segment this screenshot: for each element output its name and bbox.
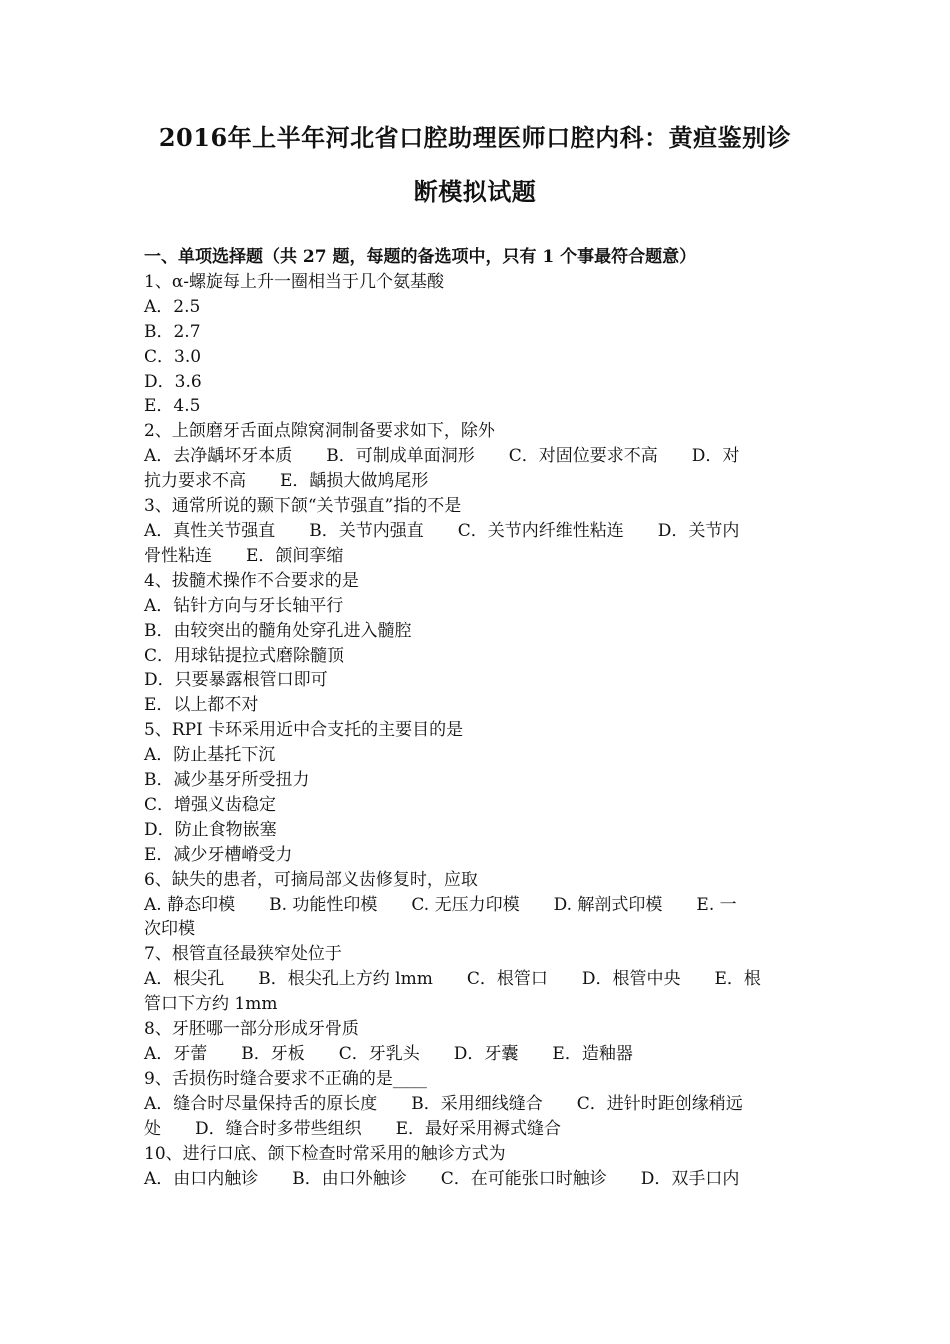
answer-option: C．用球钻提拉式磨除髓顶 [144,645,345,666]
answer-options-line: 处 D．缝合时多带些组织 E．最好采用褥式缝合 [144,1118,562,1139]
question-stem: 9、舌损伤时缝合要求不正确的是____ [144,1068,427,1089]
document-title-line-1: 2016年上半年河北省口腔助理医师口腔内科：黄疸鉴别诊 [158,123,792,152]
question-stem: 8、牙胚哪一部分形成牙骨质 [144,1019,359,1040]
answer-option: D．只要暴露根管口即可 [144,670,328,691]
answer-option: B．2.7 [144,321,201,342]
question-stem: 10、进行口底、颌下检查时常采用的触诊方式为 [144,1143,506,1164]
answer-option: E．4.5 [144,396,201,417]
answer-option: C．3.0 [144,346,202,367]
question-2 [144,419,806,494]
answer-options-line: A．由口内触诊 B．由口外触诊 C．在可能张口时触诊 D．双手口内 [144,1168,740,1189]
answer-options-line: 骨性粘连 E．颌间挛缩 [144,545,344,566]
answer-option: B．减少基牙所受扭力 [144,770,310,791]
question-stem: 7、根管直径最狭窄处位于 [144,944,342,965]
answer-option: E．减少牙槽嵴受力 [144,844,293,865]
answer-option: B．由较突出的髓角处穿孔进入髓腔 [144,620,412,641]
question-stem: 4、拔髓术操作不合要求的是 [144,570,359,591]
answer-options-line: A. 静态印模 B. 功能性印模 C. 无压力印模 D. 解剖式印模 E. 一 [144,894,737,915]
answer-option: A．钻针方向与牙长轴平行 [144,595,344,616]
answer-option: D．3.6 [144,371,202,392]
question-7 [144,942,806,1017]
question-5 [144,718,806,867]
question-8 [144,1017,806,1067]
answer-options-line: 次印模 [144,919,195,940]
question-stem: 6、缺失的患者，可摘局部义齿修复时，应取 [144,869,478,890]
answer-options-line: A．缝合时尽量保持舌的原长度 B．采用细线缝合 C．进针时距创缘稍远 [144,1093,743,1114]
answer-options-line: A．去净龋坏牙本质 B．可制成单面洞形 C．对固位要求不高 D．对 [144,446,740,467]
question-10 [144,1142,806,1192]
answer-options-line: 管口下方约 1mm [144,994,278,1015]
answer-option: E．以上都不对 [144,695,259,716]
answer-option: C．增强义齿稳定 [144,794,277,815]
section-heading: 一、单项选择题（共 27 题，每题的备选项中，只有 1 个事最符合题意） [144,247,697,267]
question-stem: 5、RPI 卡环采用近中合支托的主要目的是 [144,720,464,741]
answer-option: D．防止食物嵌塞 [144,819,277,840]
question-1 [144,270,806,419]
answer-option: A．2.5 [144,296,201,317]
question-stem: 3、通常所说的颞下颌“关节强直”指的不是 [144,496,462,517]
document-title-line-2: 断模拟试题 [413,177,537,206]
question-9 [144,1067,806,1142]
answer-option: A．防止基托下沉 [144,745,276,766]
question-6 [144,868,806,943]
answer-options-line: A．根尖孔 B．根尖孔上方约 lmm C．根管口 D．根管中央 E．根 [144,969,761,990]
answer-options-line: 抗力要求不高 E．龋损大做鸠尾形 [144,471,429,492]
document-body [144,245,806,1191]
question-3 [144,494,806,569]
answer-options-line: A．牙蕾 B．牙板 C．牙乳头 D．牙囊 E．造釉器 [144,1044,633,1064]
question-4 [144,569,806,718]
answer-options-line: A．真性关节强直 B．关节内强直 C．关节内纤维性粘连 D．关节内 [144,520,740,541]
question-stem: 2、上颌磨牙舌面点隙窝洞制备要求如下，除外 [144,421,495,442]
question-stem: 1、α-螺旋每上升一圈相当于几个氨基酸 [144,271,445,292]
